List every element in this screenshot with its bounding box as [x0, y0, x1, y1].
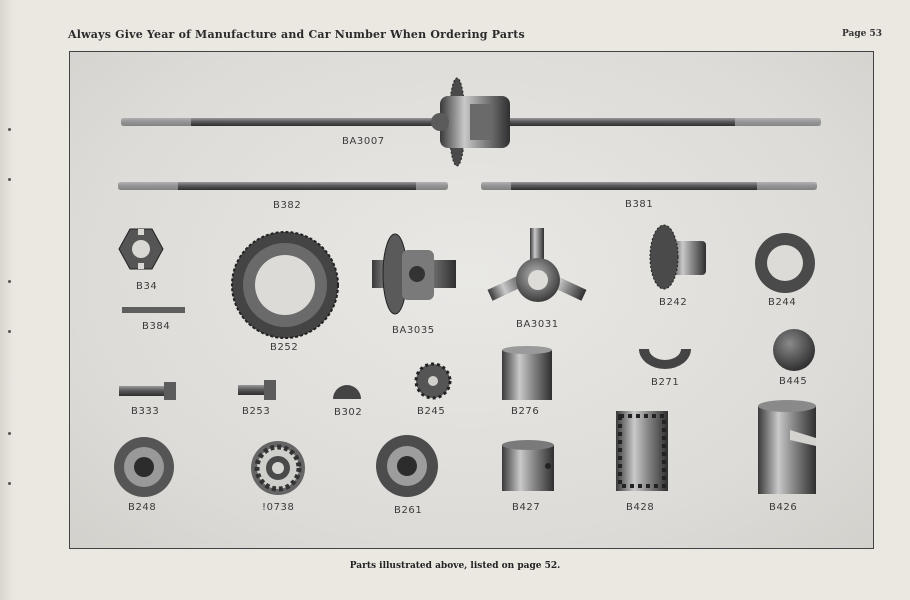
- axle-assembly-ba3007-image: [121, 78, 821, 166]
- key-b384-image: [122, 307, 185, 313]
- bearing-cup-b261-image: [376, 435, 438, 497]
- bolt-b253-image: [238, 380, 276, 400]
- bearing-race-b248-image: [114, 437, 174, 497]
- bushing-b276-image: [502, 346, 552, 400]
- differential-pinion-b245-image: [416, 364, 450, 398]
- part-label-10738: !0738: [262, 502, 295, 513]
- page-number: Page 53: [842, 29, 883, 39]
- axle-shaft-b382-image: [118, 182, 448, 190]
- page-header-title: Always Give Year of Manufacture and Car Number When Ordering Parts: [68, 28, 525, 41]
- part-label-b276: B276: [511, 406, 540, 417]
- sleeve-b427-image: [502, 440, 554, 491]
- axle-shaft-b381-image: [481, 182, 817, 190]
- part-label-b34: B34: [136, 281, 158, 292]
- part-label-b445: B445: [779, 376, 808, 387]
- spider-ba3031-image: [488, 228, 587, 302]
- part-label-b428: B428: [626, 502, 655, 513]
- footer-note: Parts illustrated above, listed on page 52.: [349, 561, 561, 571]
- part-label-b261: B261: [394, 505, 423, 516]
- roller-bearing-b428-image: [616, 411, 668, 491]
- part-label-ba3035: BA3035: [392, 325, 435, 336]
- disc-b445-image: [773, 329, 815, 371]
- bolt-b333-image: [119, 382, 176, 400]
- part-label-b253: B253: [242, 406, 271, 417]
- part-label-b427: B427: [512, 502, 541, 513]
- ring-gear-b252-image: [232, 232, 338, 338]
- part-label-b302: B302: [334, 407, 363, 418]
- part-label-b426: B426: [769, 502, 798, 513]
- part-label-b245: B245: [417, 406, 446, 417]
- differential-case-ba3035-image: [372, 234, 456, 314]
- part-label-ba3007: BA3007: [342, 136, 385, 147]
- part-label-b252: B252: [270, 342, 299, 353]
- thrust-washer-b244-image: [755, 233, 815, 293]
- part-label-b384: B384: [142, 321, 171, 332]
- part-label-b244: B244: [768, 297, 797, 308]
- half-washer-b271-image: [639, 349, 691, 369]
- part-label-b242: B242: [659, 297, 688, 308]
- part-label-b271: B271: [651, 377, 680, 388]
- woodruff-key-b302-image: [333, 385, 361, 399]
- housing-sleeve-b426-image: [758, 400, 816, 494]
- part-label-b248: B248: [128, 502, 157, 513]
- part-label-b333: B333: [131, 406, 160, 417]
- part-label-ba3031: BA3031: [516, 319, 559, 330]
- castle-nut-b34-image: [119, 229, 163, 269]
- pinion-gear-b242-image: [650, 225, 706, 289]
- part-label-b382: B382: [273, 200, 302, 211]
- part-label-b381: B381: [625, 199, 654, 210]
- ball-bearing-10738-image: [251, 441, 305, 495]
